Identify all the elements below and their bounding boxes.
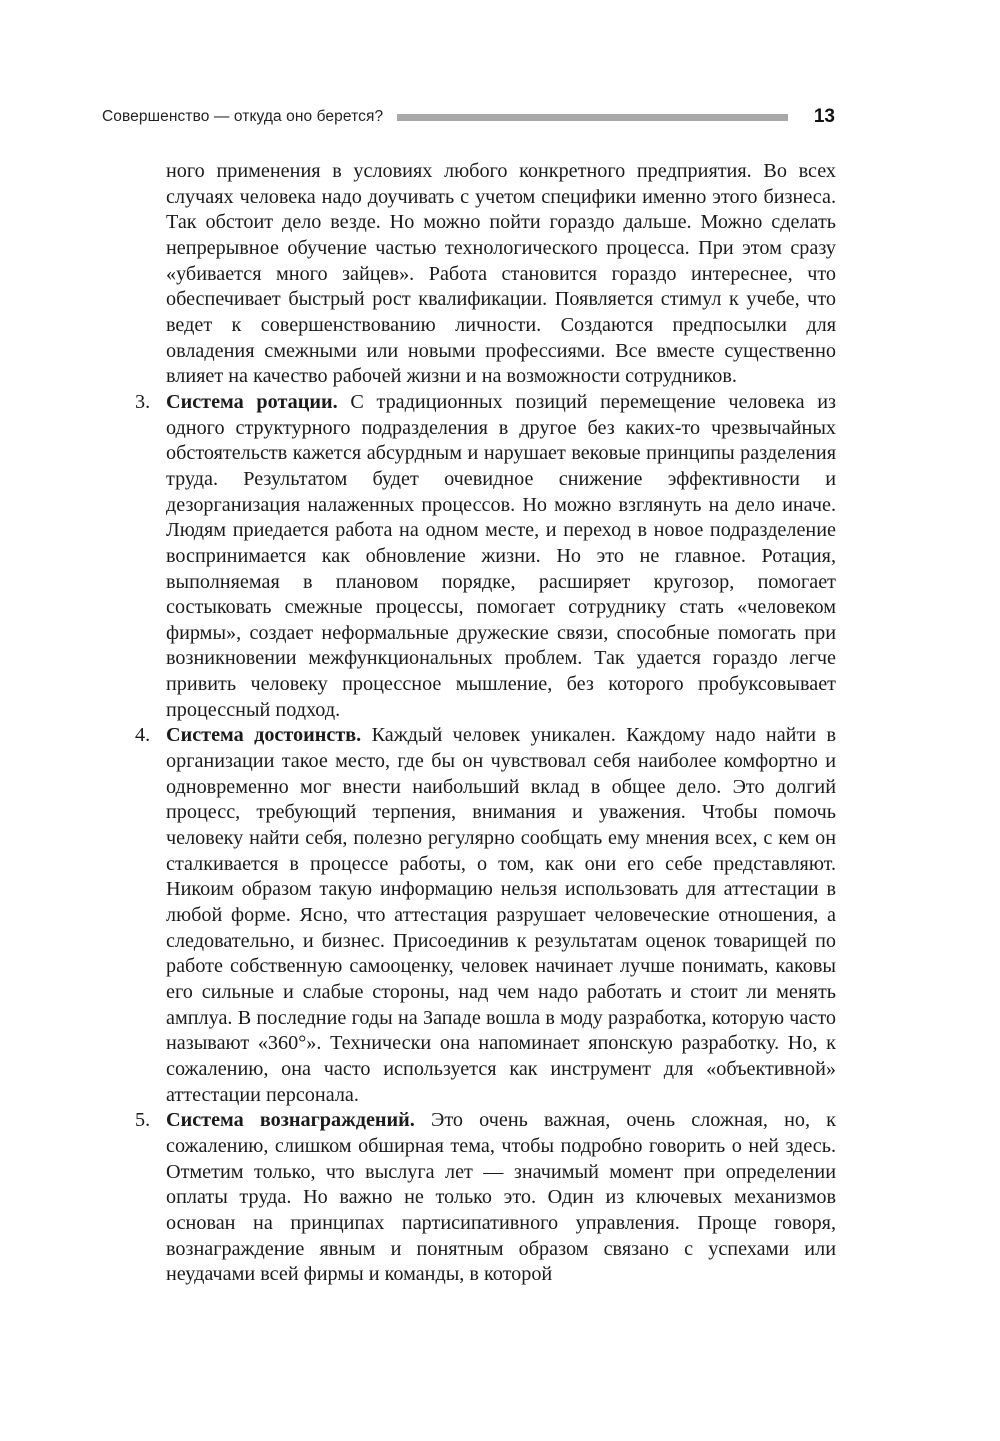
list-item-text: С традиционных позиций перемещение человека из одного структурного подразделения в другое без каких-то чрезвычайных обстоятельств кажется абсурдным и нарушает вековые принципы разделения труда. Результатом будет очевидное снижение эффективности и дезорганизация налаженных процессов. Но можно взглянуть на дело иначе. Людям приедается работа на одном месте, и переход в новое подразделение воспринимается как обновление жизни. Но это не главное. Ротация, выполняемая в плановом порядке, расширяет кругозор, помогает состыковать смежные процессы, помогает сотруднику стать «человеком фирмы», создает неформальные дружеские связи, способные помогать при возникновении межфункциональных проблем. Так удается гораздо легче привить человеку процессное мышление, без которого пробуксовывает процессный подход. [166, 390, 836, 721]
list-item-merits [135, 723, 836, 1108]
continuation-paragraph: ного применения в условиях любого конкретного предприятия. Во всех случаях человека надо доучивать с учетом специфики именно этого бизнеса. Так обстоит дело везде. Но можно пойти гораздо дальше. Можно сделать непрерывное обучение частью технологического процесса. При этом сразу «убивается много зайцев». Работа становится гораздо интереснее, что обеспечивает быстрый рост квалификации. Появляется стимул к учебе, что ведет к совершенствованию личности. Создаются предпосылки для овладения смежными или новыми профессиями. Все вместе существенно влияет на качество рабочей жизни и на возможности сотрудников. [166, 160, 836, 388]
body-text [135, 159, 836, 1288]
list-item-title: Система ротации. [166, 390, 338, 413]
list-item-text: Это очень важная, очень сложная, но, к сожалению, слишком обширная тема, чтобы подробно говорить о ней здесь. Отметим только, что выслуга лет — значимый момент при определении оплаты труда. Но важно не только это. Один из ключевых механизмов основан на принципах партисипативного управления. Проще говоря, вознаграждение явным и понятным образом связано с успехами или неудачами всей фирмы и команды, в которой [166, 1109, 836, 1286]
list-item-number: 5. [135, 1109, 151, 1132]
running-title: Совершенство — откуда оно берется? [102, 108, 384, 125]
running-header [102, 104, 835, 130]
numbered-list [135, 390, 836, 1288]
list-item-rewards [135, 1108, 836, 1288]
list-item-title: Система достоинств. [166, 724, 362, 747]
list-item-rotation [135, 390, 836, 724]
list-item-number: 4. [135, 724, 151, 747]
list-item-number: 3. [135, 390, 151, 413]
list-item-title: Система вознаграждений. [166, 1109, 415, 1132]
header-rule [397, 114, 788, 121]
page-number: 13 [813, 106, 835, 127]
list-item-text: Каждый человек уникален. Каждому надо найти в организации такое место, где бы он чувствовал себя наиболее комфортно и одновременно мог внести наибольший вклад в общее дело. Это долгий процесс, требующий терпения, внимания и уважения. Чтобы помочь человеку найти себя, полезно регулярно сообщать ему мнения всех, с кем он сталкивается в процессе работы, о том, как они его себе представляют. Никоим образом такую информацию нельзя использовать для аттестации в любой форме. Ясно, что аттестация разрушает человеческие отношения, а следовательно, и бизнес. Присоединив к результатам оценок товарищей по работе собственную самооценку, человек начинает лучше понимать, каковы его сильные и слабые стороны, над чем надо работать и стоит ли менять амплуа. В последние годы на Западе вошла в моду разработка, которую часто называют «360°». Технически она напоминает японскую разработку. Но, к сожалению, она часто используется как инструмент для «объективной» аттестации персонала. [166, 724, 836, 1106]
